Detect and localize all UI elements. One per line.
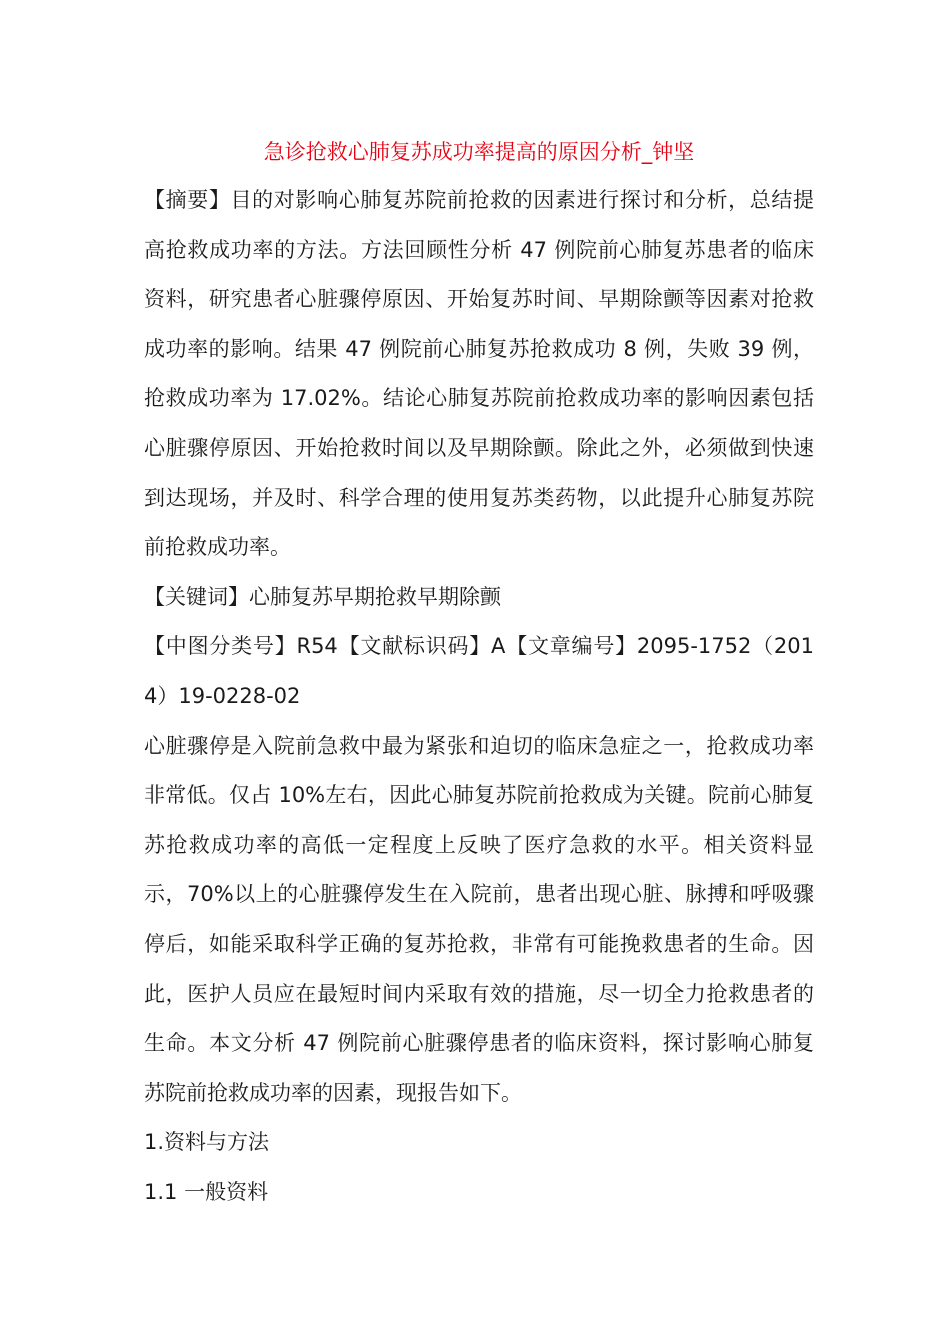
document-title: 急诊抢救心肺复苏成功率提高的原因分析_钟坚 <box>263 140 695 164</box>
classification-paragraph: 【中图分类号】R54【文献标识码】A【文章编号】2095-1752（2014）19-0228-02 <box>144 634 814 708</box>
body-paragraph: 心脏骤停是入院前急救中最为紧张和迫切的临床急症之一，抢救成功率非常低。仅占 10%左右，因此心肺复苏院前抢救成为关键。院前心肺复苏抢救成功率的高低一定程度上反映了医疗急救的水平。相关资料显示，70%以上的心脏骤停发生在入院前，患者出现心脏、脉搏和呼吸骤停后，如能采取科学正确的复苏抢救，非常有可能挽救患者的生命。因此，医护人员应在最短时间内采取有效的措施，尽一切全力抢救患者的生命。本文分析 47 例院前心脏骤停患者的临床资料，探讨影响心肺复苏院前抢救成功率的因素，现报告如下。 <box>144 733 814 1105</box>
keywords-paragraph: 【关键词】心肺复苏早期抢救早期除颤 <box>144 584 501 609</box>
document-page <box>144 128 814 1217</box>
abstract-paragraph: 【摘要】目的对影响心肺复苏院前抢救的因素进行探讨和分析，总结提高抢救成功率的方法。方法回顾性分析 47 例院前心肺复苏患者的临床资料，研究患者心脏骤停原因、开始复苏时间、早期除颤等因素对抢救成功率的影响。结果 47 例院前心肺复苏抢救成功 8 例，失败 39 例，抢救成功率为 17.02%。结论心肺复苏院前抢救成功率的影响因素包括心脏骤停原因、开始抢救时间以及早期除颤。除此之外，必须做到快速到达现场，并及时、科学合理的使用复苏类药物，以此提升心肺复苏院前抢救成功率。 <box>144 188 814 560</box>
section-heading-1-1: 1.1 一般资料 <box>144 1179 269 1204</box>
section-heading-1: 1.资料与方法 <box>144 1130 270 1155</box>
